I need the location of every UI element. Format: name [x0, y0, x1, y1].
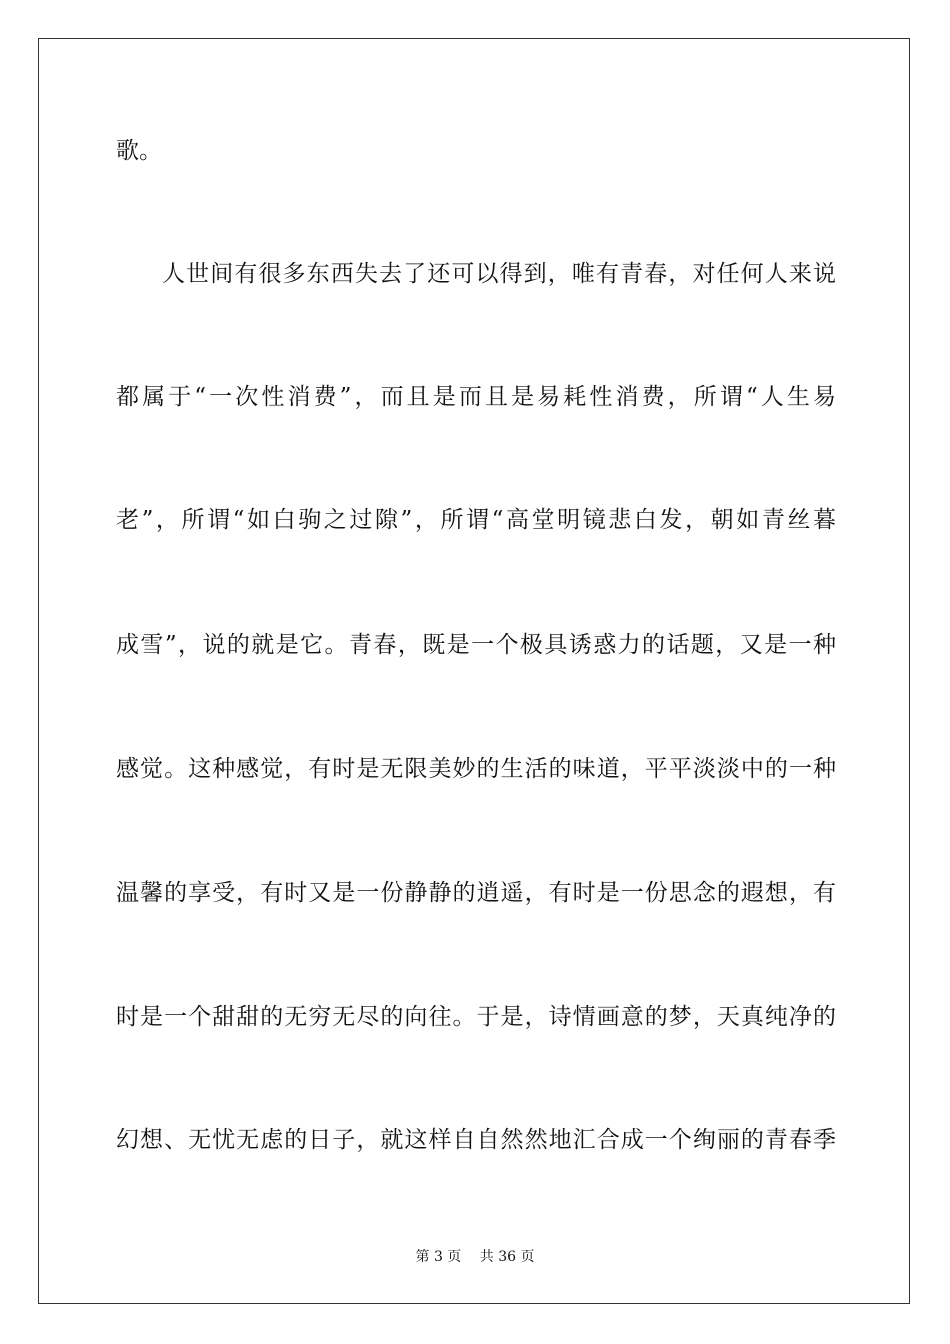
text-line: 时是一个甜甜的无穷无尽的向往。于是，诗情画意的梦，天真纯净的 — [116, 1004, 836, 1030]
page-border — [38, 38, 910, 1304]
text-line: 人世间有很多东西失去了还可以得到，唯有青春，对任何人来说 — [162, 261, 836, 287]
text-line: 歌。 — [116, 138, 162, 164]
text-line: 成雪”，说的就是它。青春，既是一个极具诱惑力的话题，又是一种 — [116, 632, 836, 658]
page-number-footer: 第 3 页 共 36 页 — [415, 1249, 535, 1265]
text-line: 都属于“一次性消费”，而且是而且是易耗性消费，所谓“人生易 — [116, 384, 836, 410]
text-line: 幻想、无忧无虑的日子，就这样自自然然地汇合成一个绚丽的青春季 — [116, 1127, 836, 1153]
text-line: 温馨的享受，有时又是一份静静的逍遥，有时是一份思念的遐想，有 — [116, 880, 836, 906]
text-line: 老”，所谓“如白驹之过隙”，所谓“高堂明镜悲白发，朝如青丝暮 — [116, 507, 836, 533]
text-line: 感觉。这种感觉，有时是无限美妙的生活的味道，平平淡淡中的一种 — [116, 756, 836, 782]
